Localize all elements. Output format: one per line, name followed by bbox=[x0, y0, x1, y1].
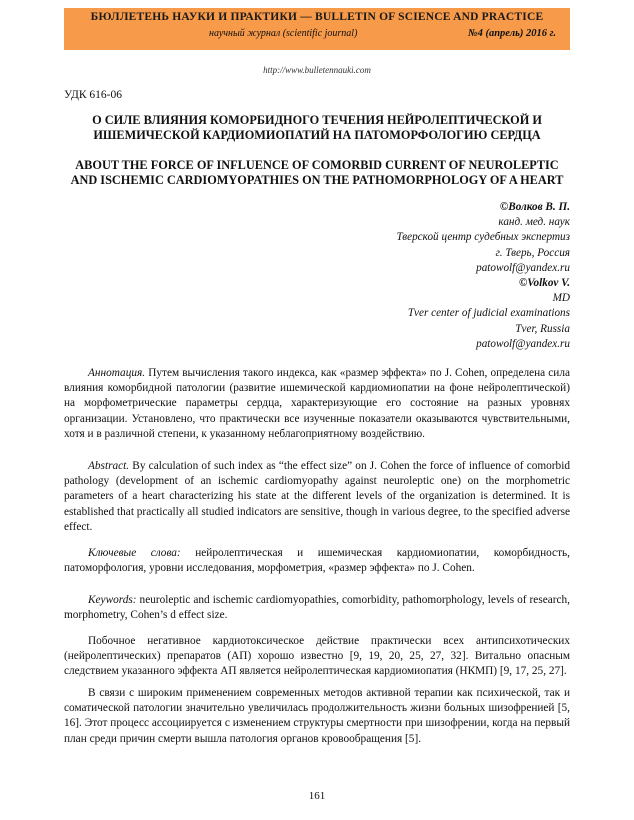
body-paragraph: Побочное негативное кардиотоксическое действие практически всех антипсихотических (нейролептических) препаратов (АП) хорошо известно [9, 19, 20, 25, 27, 32]. Витально опасным следствием указанного эффекта АП является нейролептическая кардиомиопатия (НКМП) [9, 17, 25, 27]. bbox=[64, 635, 570, 678]
annotation-text: Путем вычисления такого индекса, как «размер эффекта» по J. Cohen, определена сила влияния коморбидной патологии (развитие ишемической кардиомиопатии на фоне нейролептической) на морфометрические параметры сердца, характеризующие его состояние на разных уровнях организации. Установлено, что практически все изученные показатели оказываются чувствительными, хотя и в различной степени, к указанному неблагоприятному воздействию. bbox=[64, 367, 570, 440]
author-degree-ru: канд. мед. наук bbox=[498, 216, 570, 229]
author-email-ru[interactable]: patowolf@yandex.ru bbox=[476, 261, 570, 274]
abstract-label: Abstract. bbox=[88, 460, 130, 472]
site-url[interactable]: http://www.bulletennauki.com bbox=[263, 65, 371, 75]
keywords-ru-label: Ключевые слова: bbox=[88, 547, 181, 559]
keywords-en-text: neuroleptic and ischemic cardiomyopathies, comorbidity, pathomorphology, levels of research, morphometry, Cohen’s d effect size. bbox=[64, 594, 570, 622]
body-paragraph: В связи с широким применением современных методов активной терапии как психической, так и соматической патологии значительно увеличилась продолжительность жизни больных шизофренией [5, 16]. Этот процесс ассоциируется с изменением структуры смертности при шизофрении, когда на первый план среди причин смерти вышла патология органов кровообращения [5]. bbox=[64, 687, 570, 745]
udk-code: УДК 616-06 bbox=[64, 89, 122, 101]
journal-issue: №4 (апрель) 2016 г. bbox=[467, 28, 556, 39]
keywords-ru-paragraph bbox=[64, 546, 570, 576]
author-degree-en: MD bbox=[552, 292, 570, 305]
journal-header-banner bbox=[64, 8, 570, 50]
author-name-en: ©Volkov V. bbox=[518, 277, 570, 290]
author-org-en: Tver center of judicial examinations bbox=[407, 307, 570, 320]
author-email-en[interactable]: patowolf@yandex.ru bbox=[476, 337, 570, 350]
author-city-ru: г. Тверь, Россия bbox=[495, 246, 570, 259]
author-org-ru: Тверской центр судебных экспертиз bbox=[396, 231, 570, 244]
annotation-paragraph bbox=[64, 366, 570, 442]
journal-title: БЮЛЛЕТЕНЬ НАУКИ И ПРАКТИКИ — BULLETIN OF SCIENCE AND PRACTICE bbox=[90, 11, 544, 23]
keywords-en-paragraph bbox=[64, 593, 570, 623]
annotation-label: Аннотация. bbox=[88, 367, 146, 379]
article-title-ru: О СИЛЕ ВЛИЯНИЯ КОМОРБИДНОГО ТЕЧЕНИЯ НЕЙРОЛЕПТИЧЕСКОЙ И ИШЕМИЧЕСКОЙ КАРДИОМИОПАТИЙ НА ПАТОМОРФОЛОГИЮ СЕРДЦА bbox=[92, 113, 542, 142]
abstract-text: By calculation of such index as “the effect size” on J. Cohen the force of influence of comorbid pathology (development of an ischemic cardiomyopathy against neuroleptic one) on the morphometric parameters of a heart characterizing his state at the different levels of the organization is determined. It is established that practically all studied indicators are sensitive, though in various degree, to the specified adverse effect. bbox=[64, 460, 570, 533]
author-block bbox=[396, 200, 570, 352]
keywords-ru-text: нейролептическая и ишемическая кардиомиопатии, коморбидность, патоморфология, уровни исследования, морфометрия, «размер эффекта» по J. Cohen. bbox=[64, 547, 570, 575]
keywords-en-label: Keywords: bbox=[88, 594, 137, 606]
page-number: 161 bbox=[308, 790, 326, 802]
author-name-ru: ©Волков В. П. bbox=[499, 201, 570, 213]
journal-subtitle: научный журнал (scientific journal) bbox=[209, 28, 358, 39]
abstract-paragraph bbox=[64, 459, 570, 535]
article-title-en: ABOUT THE FORCE OF INFLUENCE OF COMORBID CURRENT OF NEUROLEPTIC AND ISCHEMIC CARDIOMYOPATHIES ON THE PATHOMORPHOLOGY OF A HEART bbox=[70, 158, 564, 187]
author-city-en: Tver, Russia bbox=[515, 322, 570, 335]
